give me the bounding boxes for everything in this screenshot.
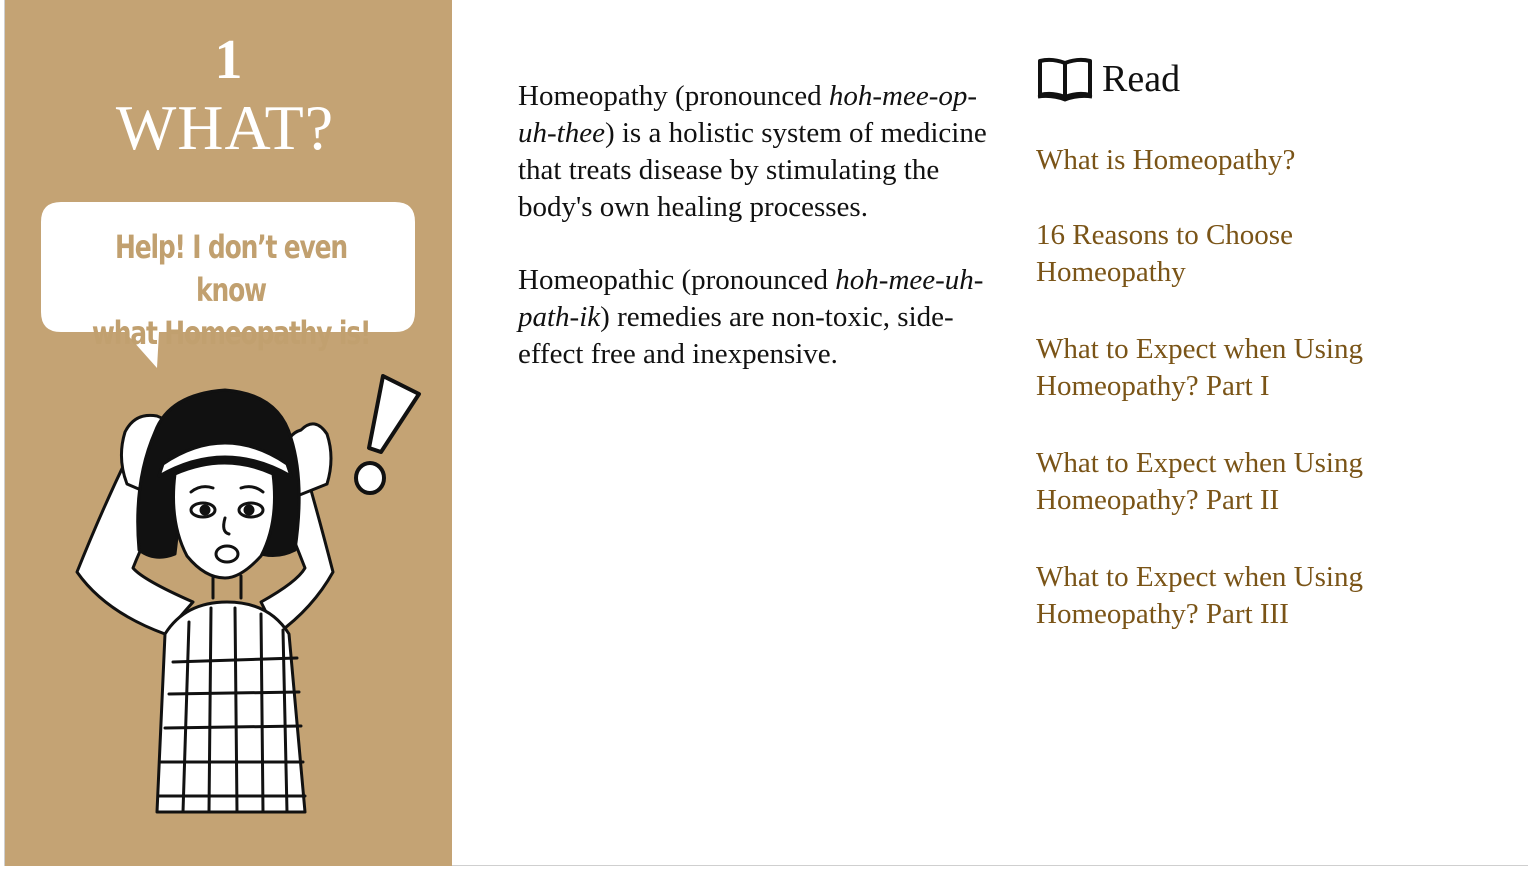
pronunciation-2: hoh-mee-uh-path-ik — [518, 264, 984, 333]
read-label: Read — [1102, 58, 1181, 100]
link-what-to-expect-part-1[interactable]: What to Expect when Using Homeopathy? Part I — [1036, 333, 1363, 402]
illustration-panel — [5, 0, 452, 866]
speech-line-2: what Homeopathy is! — [91, 314, 371, 352]
speech-text — [86, 226, 376, 355]
link-what-to-expect-part-2[interactable]: What to Expect when Using Homeopathy? Part II — [1036, 447, 1363, 516]
link-16-reasons[interactable]: 16 Reasons to Choose Homeopathy — [1036, 219, 1293, 288]
step-title: WHAT? — [115, 92, 335, 163]
step-number: 1 — [214, 29, 243, 91]
read-heading — [1036, 54, 1180, 104]
intro-paragraph-2: Homeopathic (pronounced hoh-mee-uh-path-ik) remedies are non-toxic, side-effect free and inexpensive. — [518, 264, 984, 370]
speech-line-1: Help! I don’t even know — [114, 228, 348, 309]
read-links — [1036, 142, 1506, 673]
worried-girl-illustration — [65, 372, 435, 816]
pronunciation-1: hoh-mee-op-uh-thee — [518, 80, 978, 149]
intro-paragraph-1: Homeopathy (pronounced hoh-mee-op-uh-thee) is a holistic system of medicine that treats disease by stimulating the body's own healing processes. — [518, 80, 987, 223]
intro-text — [518, 78, 988, 409]
link-what-to-expect-part-3[interactable]: What to Expect when Using Homeopathy? Part III — [1036, 561, 1363, 630]
open-book-icon — [1036, 55, 1094, 103]
link-what-is-homeopathy[interactable]: What is Homeopathy? — [1036, 144, 1296, 176]
